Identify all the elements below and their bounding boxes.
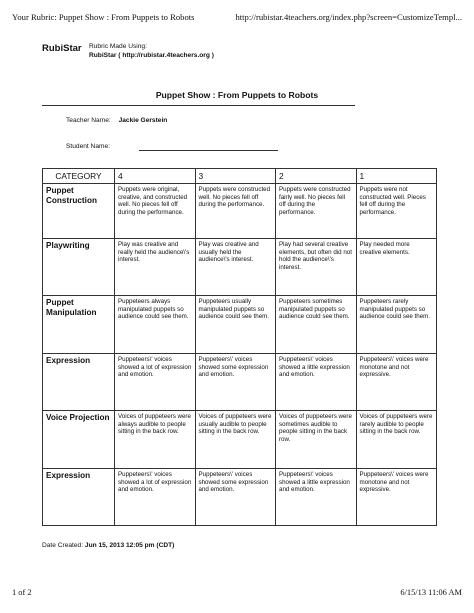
- table-cell: Puppeteers sometimes manipulated puppets so audience could see them.: [276, 296, 357, 354]
- table-cell: Play had several creative elements, but often did not hold the audience\'s interest.: [276, 239, 357, 296]
- header-score-1: 1: [356, 169, 437, 184]
- date-created: [42, 542, 174, 549]
- teacher-name-value: Jackie Gerstein: [118, 117, 168, 124]
- rubric-table: [42, 168, 437, 526]
- table-cell: Puppeteers\' voices showed some expression and emotion.: [195, 469, 276, 526]
- date-created-value: Jun 15, 2013 12:05 pm (CDT): [84, 542, 175, 549]
- table-cell: Puppets were constructed well. No pieces fell off during the performance.: [195, 184, 276, 239]
- table-cell: Puppeteers usually manipulated puppets so audience could see them.: [195, 296, 276, 354]
- table-cell: Play needed more creative elements.: [356, 239, 437, 296]
- rubistar-logo-text: RubiStar: [42, 43, 82, 54]
- table-cell: Voices of puppeteers were always audible to people sitting in the back row.: [115, 411, 196, 469]
- table-cell: Play was creative and usually held the audience\'s interest.: [195, 239, 276, 296]
- title-divider: [42, 105, 355, 106]
- table-cell: Voices of puppeteers were rarely audible to people sitting in the back row.: [356, 411, 437, 469]
- table-cell: Puppeteers rarely manipulated puppets so audience could see them.: [356, 296, 437, 354]
- teacher-name-row: [66, 117, 167, 124]
- table-row: [43, 239, 437, 296]
- category-expression: Expression: [43, 354, 115, 411]
- page-url[interactable]: http://rubistar.4teachers.org/index.php?screen=CustomizeTempl...: [235, 12, 462, 22]
- table-cell: Puppets were constructed fairly well. No pieces fell off during the performance.: [276, 184, 357, 239]
- table-cell: Puppeteers\' voices showed a lot of expression and emotion.: [115, 354, 196, 411]
- category-voice-projection: Voice Projection: [43, 411, 115, 469]
- table-cell: Voices of puppeteers were sometimes audible to people sitting in the back row.: [276, 411, 357, 469]
- table-cell: Puppets were not constructed well. Pieces fell off during the performance.: [356, 184, 437, 239]
- header-score-2: 2: [276, 169, 357, 184]
- header-category: CATEGORY: [43, 169, 115, 184]
- page-indicator: 1 of 2: [12, 588, 32, 597]
- made-using-line1: Rubric Made Using:: [89, 43, 147, 50]
- table-row: [43, 411, 437, 469]
- table-cell: Puppeteers\' voices showed a little expression and emotion.: [276, 469, 357, 526]
- table-cell: Puppeteers\' voices showed a lot of expression and emotion.: [115, 469, 196, 526]
- table-cell: Play was creative and really held the audience\'s interest.: [115, 239, 196, 296]
- category-puppet-construction: Puppet Construction: [43, 184, 115, 239]
- made-using-note: [89, 43, 214, 60]
- table-cell: Puppeteers\' voices showed a little expression and emotion.: [276, 354, 357, 411]
- table-cell: Puppeteers\' voices showed some expression and emotion.: [195, 354, 276, 411]
- student-name-label: Student Name:: [66, 143, 110, 150]
- header-score-4: 4: [115, 169, 196, 184]
- header-row: [43, 169, 437, 184]
- table-row: [43, 296, 437, 354]
- print-header: [12, 12, 462, 26]
- table-cell: Puppeteers\' voices were monotone and not expressive.: [356, 354, 437, 411]
- table-row: [43, 354, 437, 411]
- teacher-name-label: Teacher Name:: [66, 117, 111, 124]
- category-puppet-manipulation: Puppet Manipulation: [43, 296, 115, 354]
- made-using-link[interactable]: RubiStar ( http://rubistar.4teachers.org ): [89, 51, 214, 59]
- table-cell: Voices of puppeteers were usually audible to people sitting in the back row.: [195, 411, 276, 469]
- table-row: [43, 469, 437, 526]
- date-created-label: Date Created:: [42, 542, 84, 549]
- table-cell: Puppets were original, creative, and constructed well. No pieces fell off during the performance.: [115, 184, 196, 239]
- table-cell: Puppeteers always manipulated puppets so audience could see them.: [115, 296, 196, 354]
- rubric-title: Puppet Show : From Puppets to Robots: [155, 90, 319, 100]
- page-tab-title: Your Rubric: Puppet Show : From Puppets to Robots: [12, 12, 195, 22]
- print-timestamp: 6/15/13 11:06 AM: [400, 588, 462, 597]
- header-score-3: 3: [195, 169, 276, 184]
- student-name-blank: [139, 150, 278, 151]
- table-cell: Puppeteers\' voices were monotone and not expressive.: [356, 469, 437, 526]
- table-row: [43, 184, 437, 239]
- category-playwriting: Playwriting: [43, 239, 115, 296]
- category-expression: Expression: [43, 469, 115, 526]
